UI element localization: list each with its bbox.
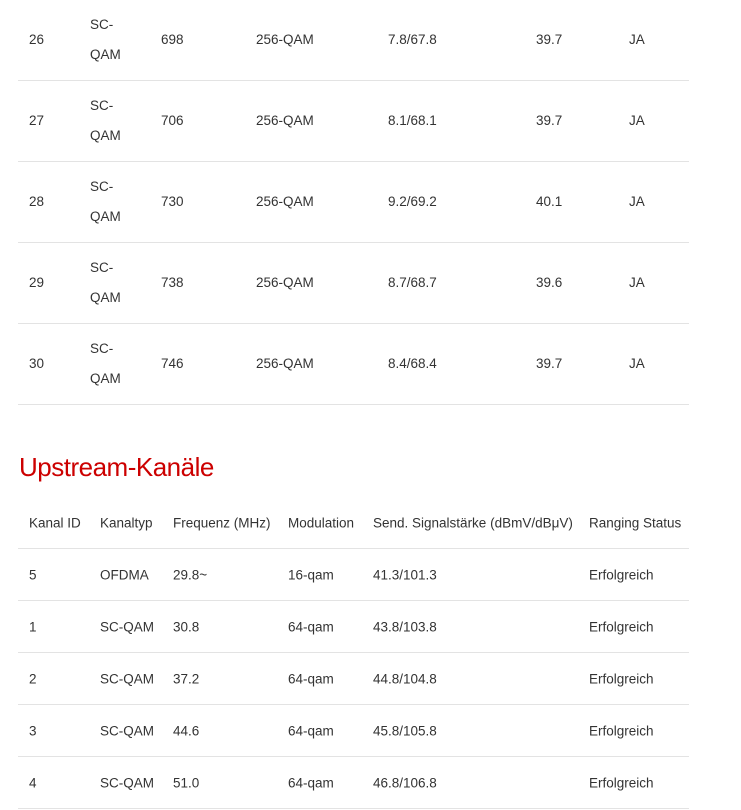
modulation-cell: 64-qam	[288, 723, 334, 738]
table-row	[18, 162, 689, 243]
power-cell: 39.7	[536, 113, 563, 128]
header-channel-type: Kanaltyp	[100, 515, 153, 530]
channel-type-line2: QAM	[90, 209, 121, 224]
frequency-cell: 37.2	[173, 671, 200, 686]
frequency-cell: 29.8~	[173, 567, 208, 582]
channel-type-line2: QAM	[90, 371, 121, 386]
channel-type-cell: SC-QAM	[100, 723, 154, 738]
channel-type-line1: SC-	[90, 341, 114, 356]
modulation-cell: 16-qam	[288, 567, 334, 582]
channel-type-line1: SC-	[90, 98, 114, 113]
channel-id-cell: 30	[29, 356, 45, 371]
power-cell: 39.7	[536, 356, 563, 371]
send-power-cell: 44.8/104.8	[373, 671, 437, 686]
channel-type-cell	[90, 253, 130, 313]
channel-id-cell: 5	[29, 567, 37, 582]
channel-id-cell: 2	[29, 671, 37, 686]
frequency-cell: 738	[161, 275, 184, 290]
snr-cell: 8.1/68.1	[388, 113, 437, 128]
channel-type-cell	[90, 91, 130, 151]
header-ranging-status: Ranging Status	[589, 515, 682, 530]
header-send-power: Send. Signalstärke (dBmV/dBμV)	[373, 515, 573, 530]
frequency-cell: 730	[161, 194, 184, 209]
snr-cell: 8.7/68.7	[388, 275, 437, 290]
ranging-status-cell: Erfolgreich	[589, 567, 654, 582]
modulation-cell: 64-qam	[288, 775, 334, 790]
power-cell: 40.1	[536, 194, 563, 209]
table-row	[18, 81, 689, 162]
table-row	[18, 0, 689, 81]
send-power-cell: 41.3/101.3	[373, 567, 437, 582]
channel-id-cell: 28	[29, 194, 45, 209]
ranging-status-cell: Erfolgreich	[589, 619, 654, 634]
table-row	[18, 705, 689, 757]
channel-type-line2: QAM	[90, 128, 121, 143]
channel-type-line1: SC-	[90, 179, 114, 194]
channel-type-cell: SC-QAM	[100, 775, 154, 790]
channel-type-cell	[90, 334, 130, 394]
channel-id-cell: 1	[29, 619, 37, 634]
upstream-table	[18, 497, 689, 809]
modulation-cell: 256-QAM	[256, 113, 314, 128]
frequency-cell: 746	[161, 356, 184, 371]
table-row	[18, 549, 689, 601]
table-row	[18, 601, 689, 653]
channel-type-line1: SC-	[90, 17, 114, 32]
power-cell: 39.6	[536, 275, 563, 290]
channel-type-cell	[90, 172, 130, 232]
ranging-status-cell: Erfolgreich	[589, 723, 654, 738]
modulation-cell: 64-qam	[288, 619, 334, 634]
locked-cell: JA	[629, 113, 645, 128]
modulation-cell: 256-QAM	[256, 194, 314, 209]
send-power-cell: 46.8/106.8	[373, 775, 437, 790]
ranging-status-cell: Erfolgreich	[589, 775, 654, 790]
frequency-cell: 44.6	[173, 723, 200, 738]
downstream-table	[18, 0, 689, 405]
header-channel-id: Kanal ID	[29, 515, 81, 530]
upstream-section-title: Upstream-Kanäle	[19, 452, 214, 482]
modulation-cell: 256-QAM	[256, 32, 314, 47]
channel-type-cell: OFDMA	[100, 567, 149, 582]
ranging-status-cell: Erfolgreich	[589, 671, 654, 686]
snr-cell: 8.4/68.4	[388, 356, 437, 371]
snr-cell: 7.8/67.8	[388, 32, 437, 47]
channel-id-cell: 26	[29, 32, 45, 47]
channel-type-cell: SC-QAM	[100, 671, 154, 686]
channel-type-cell	[90, 10, 130, 70]
table-row	[18, 653, 689, 705]
table-row	[18, 757, 689, 809]
header-modulation: Modulation	[288, 515, 355, 530]
table-row	[18, 243, 689, 324]
frequency-cell: 698	[161, 32, 184, 47]
channel-id-cell: 27	[29, 113, 45, 128]
locked-cell: JA	[629, 356, 645, 371]
channel-type-cell: SC-QAM	[100, 619, 154, 634]
modulation-cell: 64-qam	[288, 671, 334, 686]
locked-cell: JA	[629, 275, 645, 290]
locked-cell: JA	[629, 32, 645, 47]
channel-type-line2: QAM	[90, 290, 121, 305]
snr-cell: 9.2/69.2	[388, 194, 437, 209]
table-header-row	[18, 497, 689, 549]
channel-id-cell: 3	[29, 723, 37, 738]
frequency-cell: 706	[161, 113, 184, 128]
frequency-cell: 30.8	[173, 619, 200, 634]
modulation-cell: 256-QAM	[256, 275, 314, 290]
channel-type-line2: QAM	[90, 47, 121, 62]
channel-id-cell: 29	[29, 275, 45, 290]
modulation-cell: 256-QAM	[256, 356, 314, 371]
locked-cell: JA	[629, 194, 645, 209]
channel-id-cell: 4	[29, 775, 37, 790]
send-power-cell: 43.8/103.8	[373, 619, 437, 634]
table-row	[18, 324, 689, 405]
power-cell: 39.7	[536, 32, 563, 47]
channel-type-line1: SC-	[90, 260, 114, 275]
header-frequency: Frequenz (MHz)	[173, 515, 271, 530]
send-power-cell: 45.8/105.8	[373, 723, 437, 738]
frequency-cell: 51.0	[173, 775, 200, 790]
